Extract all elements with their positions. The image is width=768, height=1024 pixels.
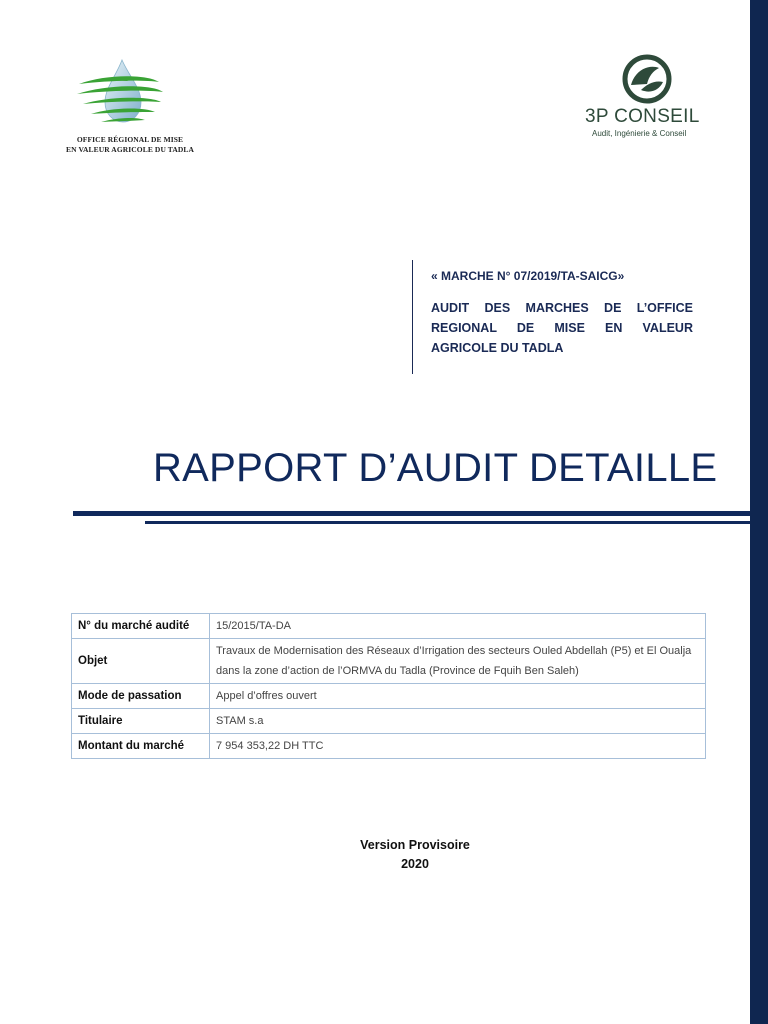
row-value: 15/2015/TA-DA [210,614,706,639]
row-value: STAM s.a [210,709,706,734]
3p-conseil-logo [575,52,725,152]
3p-conseil-brand: 3P CONSEIL [585,106,700,127]
table-row [72,734,706,759]
row-value: Appel d’offres ouvert [210,684,706,709]
report-title: RAPPORT D’AUDIT DETAILLE [153,446,718,490]
table-row [72,709,706,734]
3p-conseil-emblem-icon [619,54,675,104]
3p-conseil-tagline: Audit, Ingénierie & Conseil [592,129,687,138]
row-label: Mode de passation [72,684,210,709]
row-label: Objet [72,639,210,684]
marche-description: AUDIT DES MARCHES DE L’OFFICE REGIONAL DE MISE EN VALEUR AGRICOLE DU TADLA [431,301,693,355]
table-row [72,684,706,709]
title-rule-primary [73,511,750,516]
row-label: Titulaire [72,709,210,734]
row-value: Travaux de Modernisation des Réseaux d’Irrigation des secteurs Ouled Abdellah (P5) et El Oualja dans la zone d’action de l’ORMVA du Tadla (Province de Fquih Ben Saleh) [210,639,706,684]
title-rule-secondary [145,521,750,524]
table-row [72,614,706,639]
ormva-logo [55,50,205,160]
row-label: N° du marché audité [72,614,210,639]
version-label: Version Provisoire [360,838,470,852]
water-drop-leaf-icon [75,58,185,138]
ormva-logo-line2: EN VALEUR AGRICOLE DU TADLA [65,145,194,154]
version-block [0,836,768,874]
marche-reference: « MARCHE N° 07/2019/TA-SAICG» [431,269,625,283]
audit-details-table [71,613,706,759]
ormva-logo-text [55,135,205,155]
version-year: 2020 [401,857,429,871]
table-row [72,639,706,684]
row-value: 7 954 353,22 DH TTC [210,734,706,759]
marche-block [412,260,695,374]
row-label: Montant du marché [72,734,210,759]
ormva-logo-line1: OFFICE RÉGIONAL DE MISE [76,135,184,144]
